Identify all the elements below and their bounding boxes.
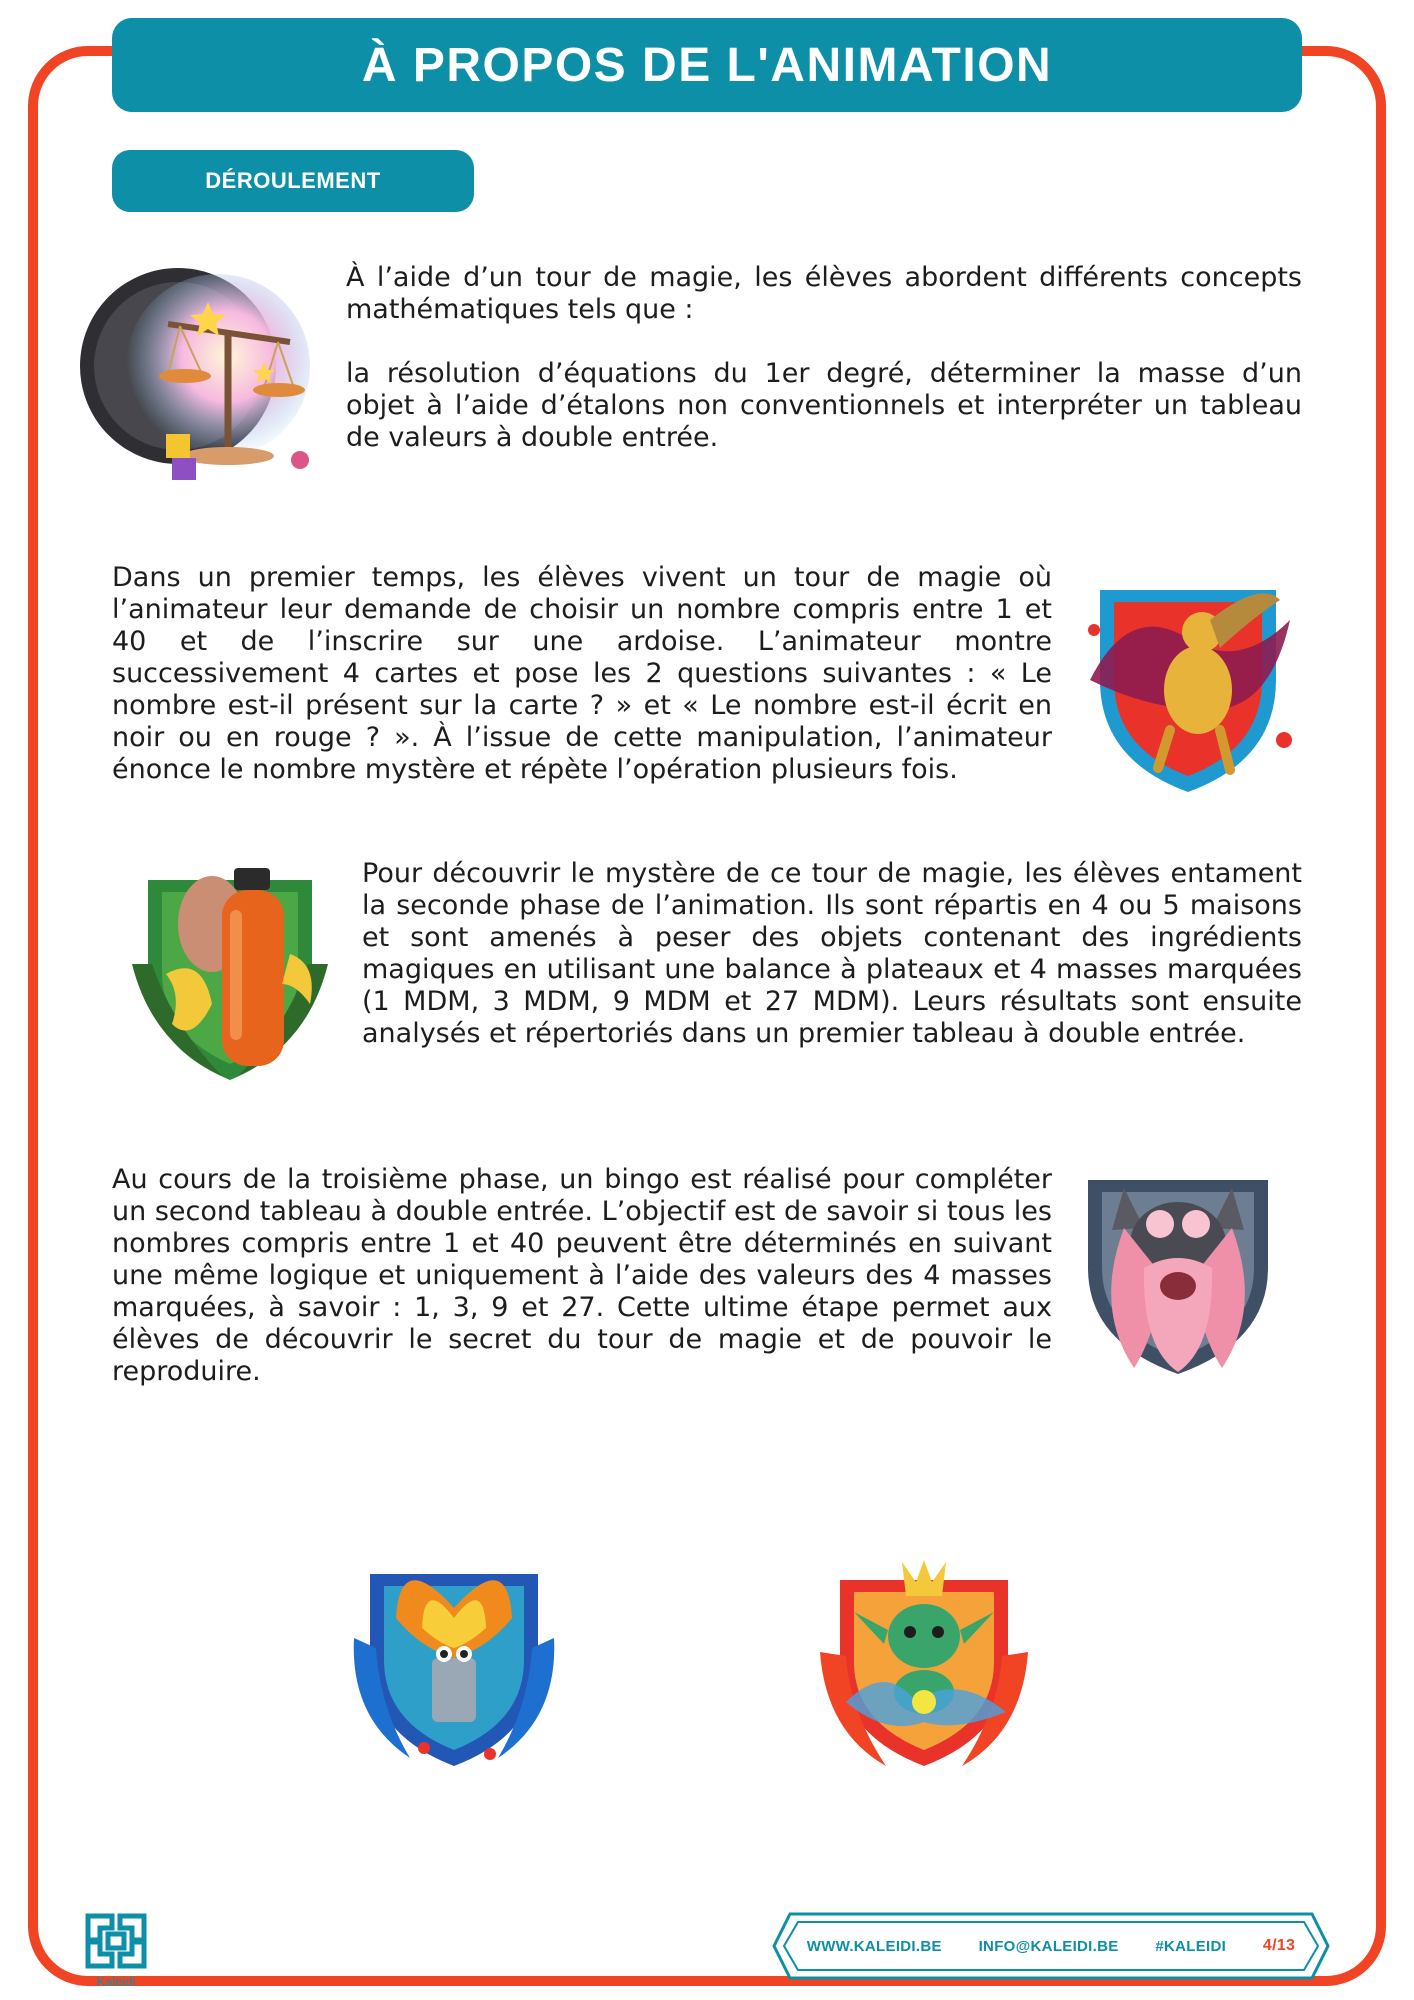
kaleidi-logo-icon bbox=[82, 1910, 150, 1972]
footer-email-link[interactable]: INFO@KALEIDI.BE bbox=[978, 1937, 1119, 1955]
wolf-crest-illustration bbox=[1064, 1158, 1292, 1384]
page-number: 4/13 bbox=[1262, 1937, 1296, 1954]
section-label bbox=[112, 150, 474, 212]
title-banner bbox=[112, 18, 1302, 112]
goblin-crest-illustration bbox=[806, 1552, 1042, 1778]
footer-website-link[interactable]: WWW.KALEIDI.BE bbox=[806, 1937, 942, 1955]
phoenix-crest-illustration bbox=[340, 1548, 568, 1778]
kaleidi-logo-label: Kaleidi bbox=[96, 1974, 136, 1989]
intro-paragraph-1: À l’aide d’un tour de magie, les élèves abordent différents concepts mathématiques tels que : bbox=[346, 262, 1302, 325]
footer-contact-box bbox=[770, 1910, 1332, 1982]
intro-paragraph-2: la résolution d’équations du 1er degré, déterminer la masse d’un objet à l’aide d’étalons non conventionnels et interpréter un tableau de valeurs à double entrée. bbox=[346, 358, 1302, 453]
phase-2-paragraph: Pour découvrir le mystère de ce tour de magie, les élèves entament la seconde phase de l’animation. Ils sont répartis en 4 ou 5 maisons et sont amenés à peser des objets contenant des ingrédients magiques en utilisant une balance à plateaux et 4 masses marquées (1 MDM, 3 MDM, 9 MDM et 27 MDM). Leurs résultats sont ensuite analysés et répertoriés dans un premier tableau à double entrée. bbox=[362, 858, 1302, 1049]
magic-scale-illustration bbox=[68, 262, 324, 488]
phase-1-paragraph: Dans un premier temps, les élèves vivent un tour de magie où l’animateur leur demande de choisir un nombre compris entre 1 et 40 et de l’inscrire sur une ardoise. L’animateur montre successivement 4 cartes et pose les 2 questions suivantes : « Le nombre est-il présent sur la carte ? » et « Le nombre est-il écrit en noir ou en rouge ? ». À l’issue de cette manipulation, l’animateur énonce le nombre mystère et répète l’opération plusieurs fois. bbox=[112, 562, 1052, 785]
phase-3-paragraph: Au cours de la troisième phase, un bingo est réalisé pour compléter un second tableau à double entrée. L’objectif est de savoir si tous les nombres compris entre 1 et 40 peuvent être déterminés en suivant une même logique et uniquement à l’aide des valeurs des 4 masses marquées, à savoir : 1, 3, 9 et 27. Cette ultime étape permet aux élèves de découvrir le secret du tour de magie et de pouvoir le reproduire. bbox=[112, 1164, 1052, 1387]
page-title: À PROPOS DE L'ANIMATION bbox=[361, 38, 1053, 92]
footer-hashtag: #KALEIDI bbox=[1155, 1937, 1227, 1955]
griffin-crest-illustration bbox=[1070, 560, 1306, 800]
potion-crest-illustration bbox=[112, 854, 348, 1094]
section-label-text: DÉROULEMENT bbox=[205, 168, 381, 193]
